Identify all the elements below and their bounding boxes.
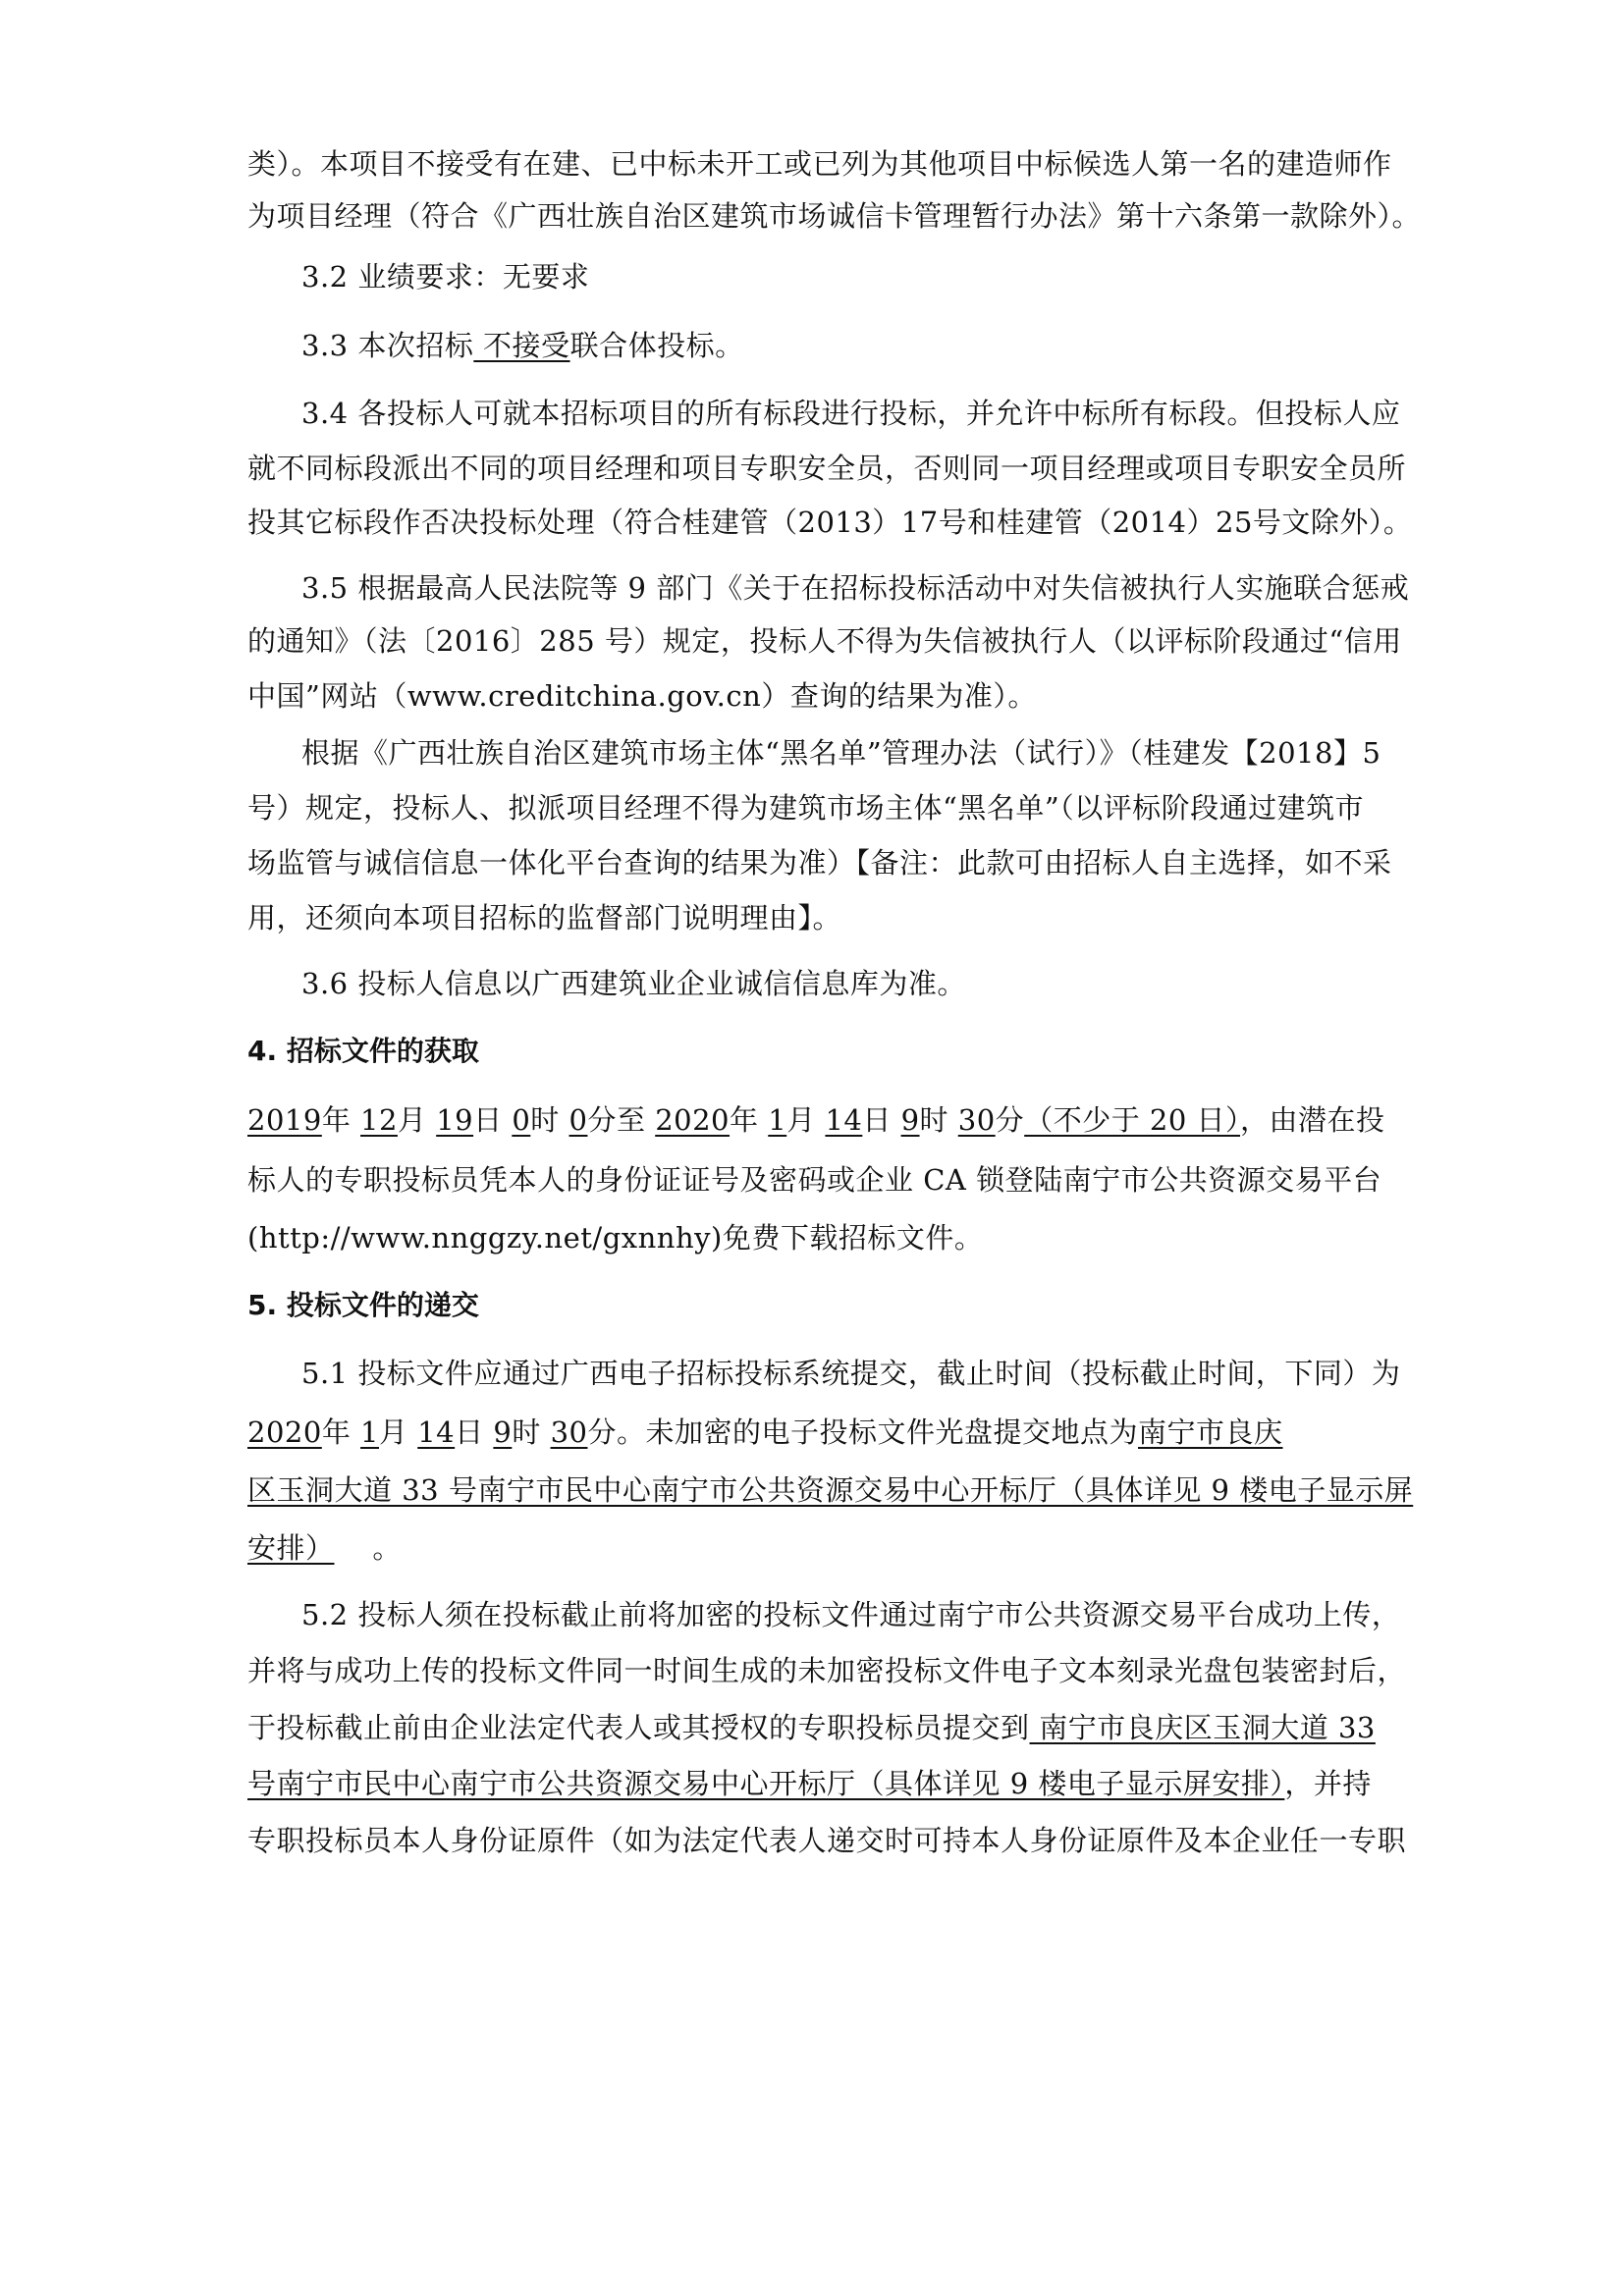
deadline-day: 14 bbox=[417, 1415, 456, 1449]
paragraph-line: 投其它标段作否决投标处理（符合桂建管（2013）17号和桂建管（2014）25号文除外）。 bbox=[247, 506, 1413, 539]
paragraph-line bbox=[247, 1764, 1386, 1803]
submission-address: 区玉洞大道 33 号南宁市民中心南宁市公共资源交易中心开标厅（具体详见 9 楼电子显示屏 bbox=[247, 1473, 1414, 1507]
paragraph-line bbox=[247, 1470, 1414, 1510]
minimum-days-note: （不少于 20 日） bbox=[1024, 1103, 1241, 1137]
paragraph-line: 场监管与诚信信息一体化平台查询的结果为准）【备注：此款可由招标人自主选择，如不采 bbox=[247, 846, 1392, 880]
paragraph-line: 标人的专职投标员凭本人的身份证证号及密码或企业 CA 锁登陆南宁市公共资源交易平台 bbox=[247, 1163, 1382, 1197]
clause-3-6: 3.6 投标人信息以广西建筑业企业诚信信息库为准。 bbox=[301, 967, 966, 1000]
paragraph-line: 并将与成功上传的投标文件同一时间生成的未加密投标文件电子文本刻录光盘包装密封后， bbox=[247, 1654, 1407, 1687]
date-unit: 分。未加密的电子投标文件光盘提交地点为 bbox=[587, 1415, 1138, 1449]
fetch-tail: ，由潜在投 bbox=[1240, 1103, 1385, 1137]
paragraph-line: 专职投标员本人身份证原件（如为法定代表人递交时可持本人身份证原件及本企业任一专职 bbox=[247, 1824, 1407, 1857]
paragraph-line: 号）规定，投标人、拟派项目经理不得为建筑市场主体“黑名单”（以评标阶段通过建筑市 bbox=[247, 791, 1365, 825]
consortium-option: 不接受 bbox=[473, 329, 570, 362]
date-unit: 分 bbox=[995, 1103, 1025, 1137]
paragraph-line bbox=[247, 1528, 1386, 1568]
submission-deadline bbox=[247, 1413, 1386, 1452]
start-year: 2019 bbox=[247, 1103, 322, 1137]
date-unit: 日 bbox=[862, 1103, 892, 1137]
clause-3-3-suffix: 联合体投标。 bbox=[569, 329, 744, 362]
download-url-line: (http://www.nnggzy.net/gxnnhy)免费下载招标文件。 bbox=[247, 1221, 984, 1255]
end-month: 1 bbox=[768, 1103, 787, 1137]
period: 。 bbox=[372, 1531, 402, 1565]
paragraph-line: 的通知》（法〔2016〕285 号）规定，投标人不得为失信被执行人（以评标阶段通过“信用 bbox=[247, 624, 1402, 658]
end-hour: 9 bbox=[900, 1103, 920, 1137]
blacklist-clause: 根据《广西壮族自治区建筑市场主体“黑名单”管理办法（试行）》（桂建发【2018】5 bbox=[301, 736, 1381, 770]
paragraph-line: 中国”网站（www.creditchina.gov.cn）查询的结果为准）。 bbox=[247, 679, 1037, 713]
section-heading-4: 4. 招标文件的获取 bbox=[247, 1035, 479, 1067]
clause-3-5: 3.5 根据最高人民法院等 9 部门《关于在招标投标活动中对失信被执行人实施联合惩戒 bbox=[301, 571, 1410, 605]
deadline-month: 1 bbox=[360, 1415, 379, 1449]
end-minute: 30 bbox=[957, 1103, 996, 1137]
date-unit: 日 bbox=[455, 1415, 484, 1449]
date-unit: 年 bbox=[321, 1415, 352, 1449]
clause-3-3 bbox=[301, 326, 1386, 365]
date-unit: 年 bbox=[321, 1103, 352, 1137]
deadline-year: 2020 bbox=[247, 1415, 322, 1449]
deadline-minute: 30 bbox=[550, 1415, 588, 1449]
date-unit: 分至 bbox=[587, 1103, 646, 1137]
clause-3-2: 3.2 业绩要求：无要求 bbox=[301, 260, 590, 294]
clause-3-4: 3.4 各投标人可就本招标项目的所有标段进行投标，并允许中标所有标段。但投标人应 bbox=[301, 397, 1401, 430]
paragraph-line bbox=[247, 1708, 1386, 1747]
submission-address: 南宁市良庆 bbox=[1137, 1415, 1283, 1449]
deadline-hour: 9 bbox=[493, 1415, 513, 1449]
clause-3-3-prefix: 3.3 本次招标 bbox=[301, 329, 474, 362]
clause-5-1: 5.1 投标文件应通过广西电子招标投标系统提交，截止时间（投标截止时间，下同）为 bbox=[301, 1357, 1401, 1390]
date-unit: 时 bbox=[512, 1415, 541, 1449]
document-fetch-period bbox=[247, 1100, 1386, 1140]
end-day: 14 bbox=[825, 1103, 863, 1137]
start-day: 19 bbox=[436, 1103, 474, 1137]
paragraph-line: 用，还须向本项目招标的监督部门说明理由】。 bbox=[247, 901, 842, 934]
submission-address: 安排） bbox=[247, 1531, 335, 1565]
submission-address: 南宁市良庆区玉洞大道 33 bbox=[1029, 1711, 1376, 1744]
date-unit: 月 bbox=[786, 1103, 816, 1137]
paragraph-line: 为项目经理（符合《广西壮族自治区建筑市场诚信卡管理暂行办法》第十六条第一款除外）。 bbox=[247, 199, 1422, 233]
clause-5-2: 5.2 投标人须在投标截止前将加密的投标文件通过南宁市公共资源交易平台成功上传， bbox=[301, 1598, 1401, 1631]
clause-5-2-text: 于投标截止前由企业法定代表人或其授权的专职投标员提交到 bbox=[247, 1711, 1030, 1744]
date-unit: 月 bbox=[397, 1103, 427, 1137]
start-month: 12 bbox=[360, 1103, 398, 1137]
end-year: 2020 bbox=[655, 1103, 731, 1137]
date-unit: 时 bbox=[530, 1103, 560, 1137]
section-heading-5: 5. 投标文件的递交 bbox=[247, 1289, 479, 1321]
date-unit: 月 bbox=[379, 1415, 408, 1449]
start-hour: 0 bbox=[512, 1103, 531, 1137]
paragraph-line: 类）。本项目不接受有在建、已中标未开工或已列为其他项目中标候选人第一名的建造师作 bbox=[247, 147, 1392, 181]
date-unit: 时 bbox=[919, 1103, 949, 1137]
submission-address: 号南宁市民中心南宁市公共资源交易中心开标厅（具体详见 9 楼电子显示屏安排） bbox=[247, 1767, 1285, 1800]
start-minute: 0 bbox=[568, 1103, 588, 1137]
clause-5-2-text: ，并持 bbox=[1284, 1767, 1372, 1800]
paragraph-line: 就不同标段派出不同的项目经理和项目专职安全员，否则同一项目经理或项目专职安全员所 bbox=[247, 452, 1407, 485]
date-unit: 日 bbox=[473, 1103, 503, 1137]
date-unit: 年 bbox=[730, 1103, 759, 1137]
